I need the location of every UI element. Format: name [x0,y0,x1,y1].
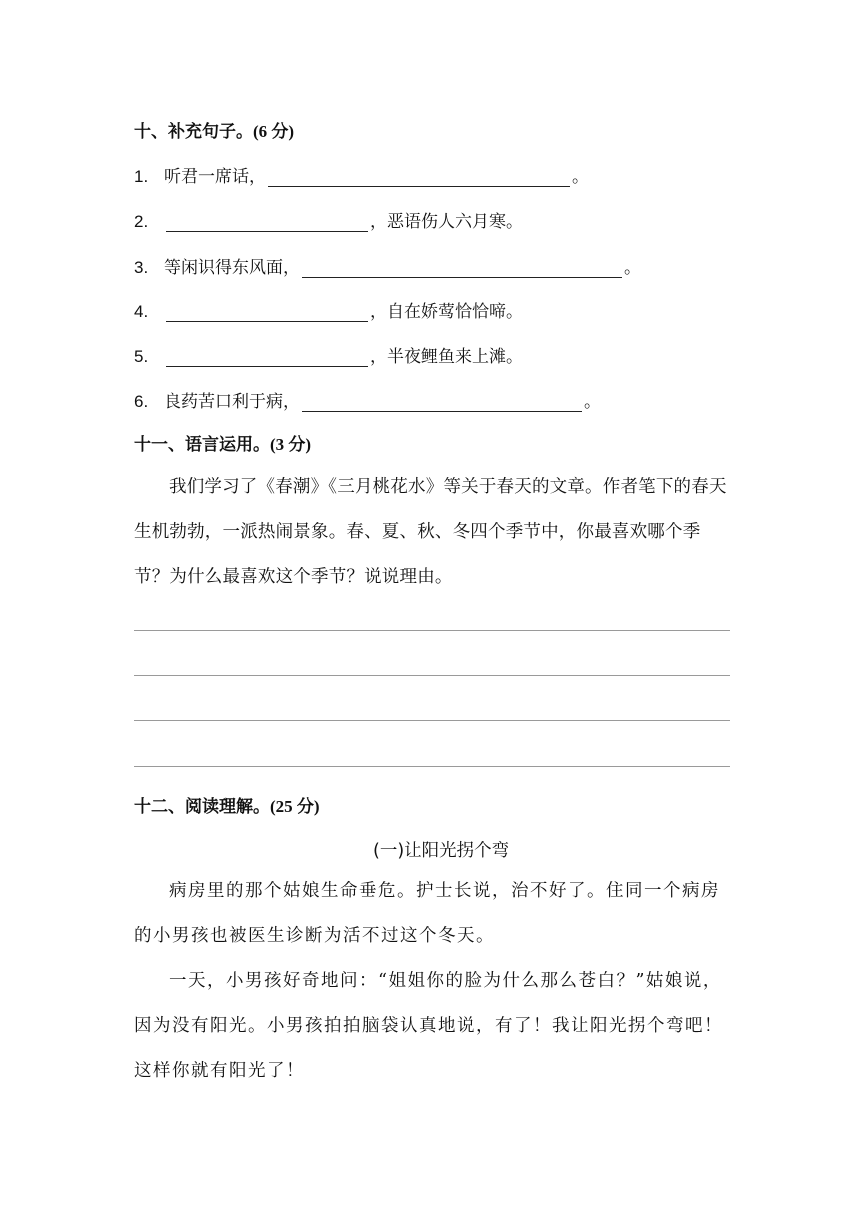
section-11-prompt: 我们学习了《春潮》《三月桃花水》等关于春天的文章。作者笔下的春天生机勃勃，一派热闹景象。春、夏、秋、冬四个季节中，你最喜欢哪个季节？为什么最喜欢这个季节？说说理由。 [134,477,727,587]
item-number: 4. [134,302,149,321]
item-text-before: 等闲识得东风面， [164,258,300,278]
section-11-points: (3 分) [270,435,312,454]
item-text-after: 。 [572,167,589,187]
section-12-points: (25 分) [270,797,320,816]
section-10-title: 十、补充句子。 [134,122,253,142]
item-text-after: ，恶语伤人六月寒。 [370,212,523,232]
passage-paragraph-2: 一天，小男孩好奇地问：“姐姐你的脸为什么那么苍白？”姑娘说，因为没有阳光。小男孩拍拍脑袋认真地说，有了！我让阳光拐个弯吧！这样你就有阳光了！ [134,971,723,1081]
answer-line[interactable] [134,720,730,721]
answer-line[interactable] [134,630,730,631]
section-12-heading [134,792,320,817]
answer-blank[interactable] [166,215,368,232]
fill-item-5 [134,342,523,367]
passage-title: (一)让阳光拐个弯 [373,841,510,861]
passage-paragraph-1: 病房里的那个姑娘生命垂危。护士长说，治不好了。住同一个病房的小男孩也被医生诊断为活不过这个冬天。 [134,881,720,946]
section-11-heading [134,430,311,455]
fill-item-6 [134,387,601,412]
fill-item-3 [134,253,641,278]
answer-blank[interactable] [166,350,368,367]
item-text-before: 听君一席话， [164,167,266,187]
section-12-title: 十二、阅读理解。 [134,797,270,817]
fill-item-4 [134,297,523,322]
section-10-points: (6 分) [253,122,295,141]
item-text-after: ，自在娇莺恰恰啼。 [370,302,523,322]
item-number: 2. [134,212,149,231]
answer-blank[interactable] [302,261,622,278]
item-number: 3. [134,258,149,277]
answer-line[interactable] [134,675,730,676]
answer-blank[interactable] [302,395,582,412]
section-11-title: 十一、语言运用。 [134,435,270,455]
item-text-after: ，半夜鲤鱼来上滩。 [370,347,523,367]
fill-item-2 [134,207,523,232]
item-text-before: 良药苦口利于病， [164,392,300,412]
fill-item-1 [134,162,589,187]
item-number: 5. [134,347,149,366]
item-number: 1. [134,167,149,186]
item-text-after: 。 [584,392,601,412]
answer-blank[interactable] [166,305,368,322]
answer-line[interactable] [134,766,730,767]
answer-blank[interactable] [268,170,570,187]
item-text-after: 。 [624,258,641,278]
section-10-heading [134,117,294,142]
item-number: 6. [134,392,149,411]
